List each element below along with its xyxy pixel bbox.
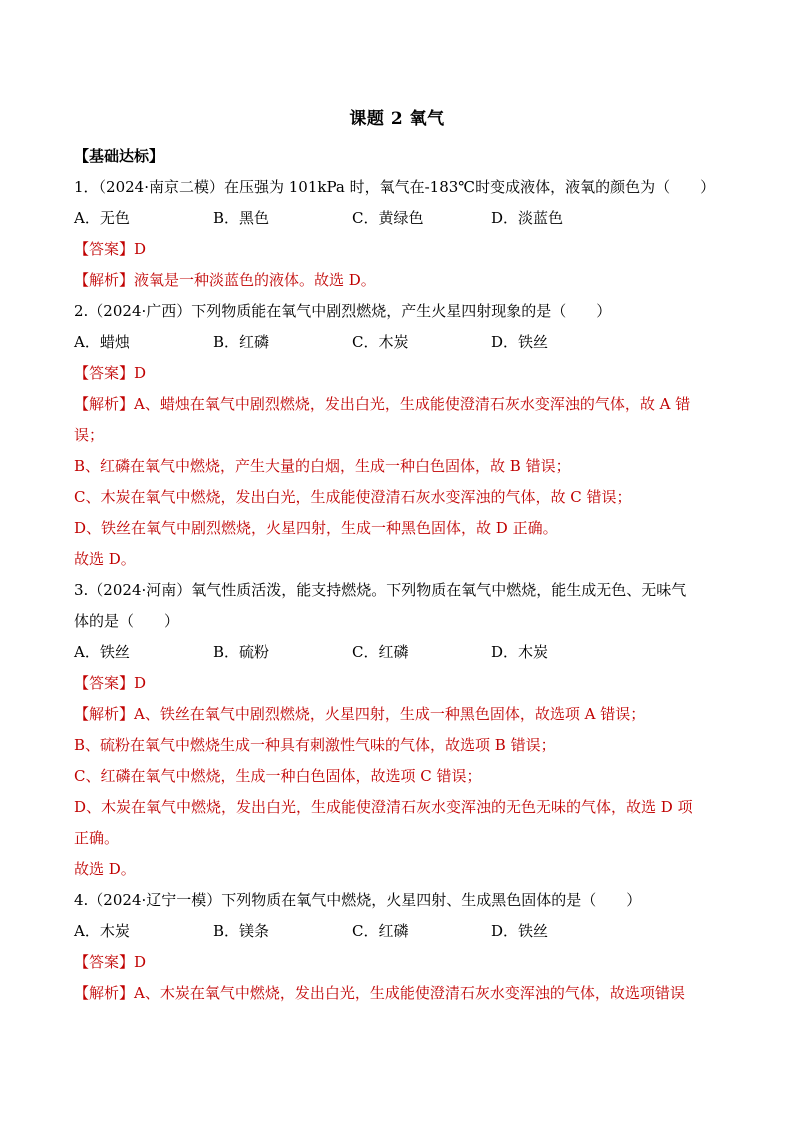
answer-label: 【答案】 (74, 240, 135, 258)
analysis-text: A、木炭在氧气中燃烧，发出白光，生成能使澄清石灰水变浑浊的气体，故选项错误 (134, 984, 685, 1002)
question-options (74, 203, 734, 234)
question-stem: 4.（2024·辽宁一模）下列物质在氧气中燃烧，火星四射、生成黑色固体的是（ ） (74, 891, 642, 909)
question-content (74, 141, 734, 1009)
analysis-line: B、硫粉在氧气中燃烧生成一种具有刺激性气味的气体，故选项 B 错误； (74, 736, 556, 754)
analysis-line: D、木炭在氧气中燃烧，发出白光，生成能使澄清石灰水变浑浊的无色无味的气体，故选 D 项 (74, 798, 693, 816)
analysis-line: B、红磷在氧气中燃烧，产生大量的白烟，生成一种白色固体，故 B 错误； (74, 457, 571, 475)
analysis-line (74, 389, 734, 420)
question-options (74, 916, 734, 947)
question-stem: 体的是（ ） (74, 612, 180, 630)
analysis-text: A、铁丝在氧气中剧烈燃烧，火星四射，生成一种黑色固体，故选项 A 错误； (134, 705, 646, 723)
option-c: C．红磷 (352, 922, 409, 940)
analysis-label: 【解析】 (74, 705, 135, 723)
section-heading: 【基础达标】 (74, 147, 165, 165)
answer-value: D (134, 953, 147, 971)
option-d: D．铁丝 (491, 333, 549, 351)
answer-label: 【答案】 (74, 674, 135, 692)
option-d: D．淡蓝色 (491, 209, 564, 227)
analysis-line: 故选 D。 (74, 860, 136, 878)
analysis-label: 【解析】 (74, 395, 135, 413)
answer-value: D (134, 674, 147, 692)
answer-value: D (134, 364, 147, 382)
option-c: C．黄绿色 (352, 209, 424, 227)
option-b: B．黑色 (213, 209, 270, 227)
question-stem: 3.（2024·河南）氧气性质活泼，能支持燃烧。下列物质在氧气中燃烧，能生成无色、无味气 (74, 581, 687, 599)
answer-value: D (134, 240, 147, 258)
analysis-label: 【解析】 (74, 984, 135, 1002)
option-c: C．木炭 (352, 333, 409, 351)
analysis-text: A、蜡烛在氧气中剧烈燃烧，发出白光，生成能使澄清石灰水变浑浊的气体，故 A 错 (134, 395, 691, 413)
analysis-label: 【解析】 (74, 271, 135, 289)
question-block (74, 575, 734, 885)
analysis-line: C、木炭在氧气中燃烧，发出白光，生成能使澄清石灰水变浑浊的气体，故 C 错误； (74, 488, 632, 506)
analysis-text: 液氧是一种淡蓝色的液体。故选 D。 (134, 271, 376, 289)
analysis-line (74, 265, 734, 296)
answer-line (74, 668, 734, 699)
analysis-line: D、铁丝在氧气中剧烈燃烧，火星四射，生成一种黑色固体，故 D 正确。 (74, 519, 558, 537)
option-b: B．红磷 (213, 333, 270, 351)
analysis-line (74, 978, 734, 1009)
option-d: D．木炭 (491, 643, 549, 661)
analysis-line: 误； (74, 426, 105, 444)
option-a: A．蜡烛 (74, 333, 130, 351)
question-options (74, 327, 734, 358)
answer-line (74, 234, 734, 265)
answer-line (74, 947, 734, 978)
answer-label: 【答案】 (74, 953, 135, 971)
answer-line (74, 358, 734, 389)
option-a: A．无色 (74, 209, 130, 227)
question-stem: 1．（2024·南京二模）在压强为 101kPa 时，氧气在-183℃时变成液体，液氧的颜色为（ ） (74, 178, 716, 196)
question-block (74, 885, 734, 1009)
analysis-line: 正确。 (74, 829, 120, 847)
answer-label: 【答案】 (74, 364, 135, 382)
option-a: A．铁丝 (74, 643, 130, 661)
analysis-line: 故选 D。 (74, 550, 136, 568)
question-block (74, 296, 734, 575)
option-c: C．红磷 (352, 643, 409, 661)
question-options (74, 637, 734, 668)
option-b: B．硫粉 (213, 643, 270, 661)
page-title: 课题 2 氧气 (349, 109, 445, 129)
analysis-line: C、红磷在氧气中燃烧，生成一种白色固体，故选项 C 错误； (74, 767, 482, 785)
analysis-line (74, 699, 734, 730)
question-block (74, 172, 734, 296)
option-d: D．铁丝 (491, 922, 549, 940)
question-stem: 2.（2024·广西）下列物质能在氧气中剧烈燃烧，产生火星四射现象的是（ ） (74, 302, 612, 320)
option-b: B．镁条 (213, 922, 270, 940)
option-a: A．木炭 (74, 922, 130, 940)
